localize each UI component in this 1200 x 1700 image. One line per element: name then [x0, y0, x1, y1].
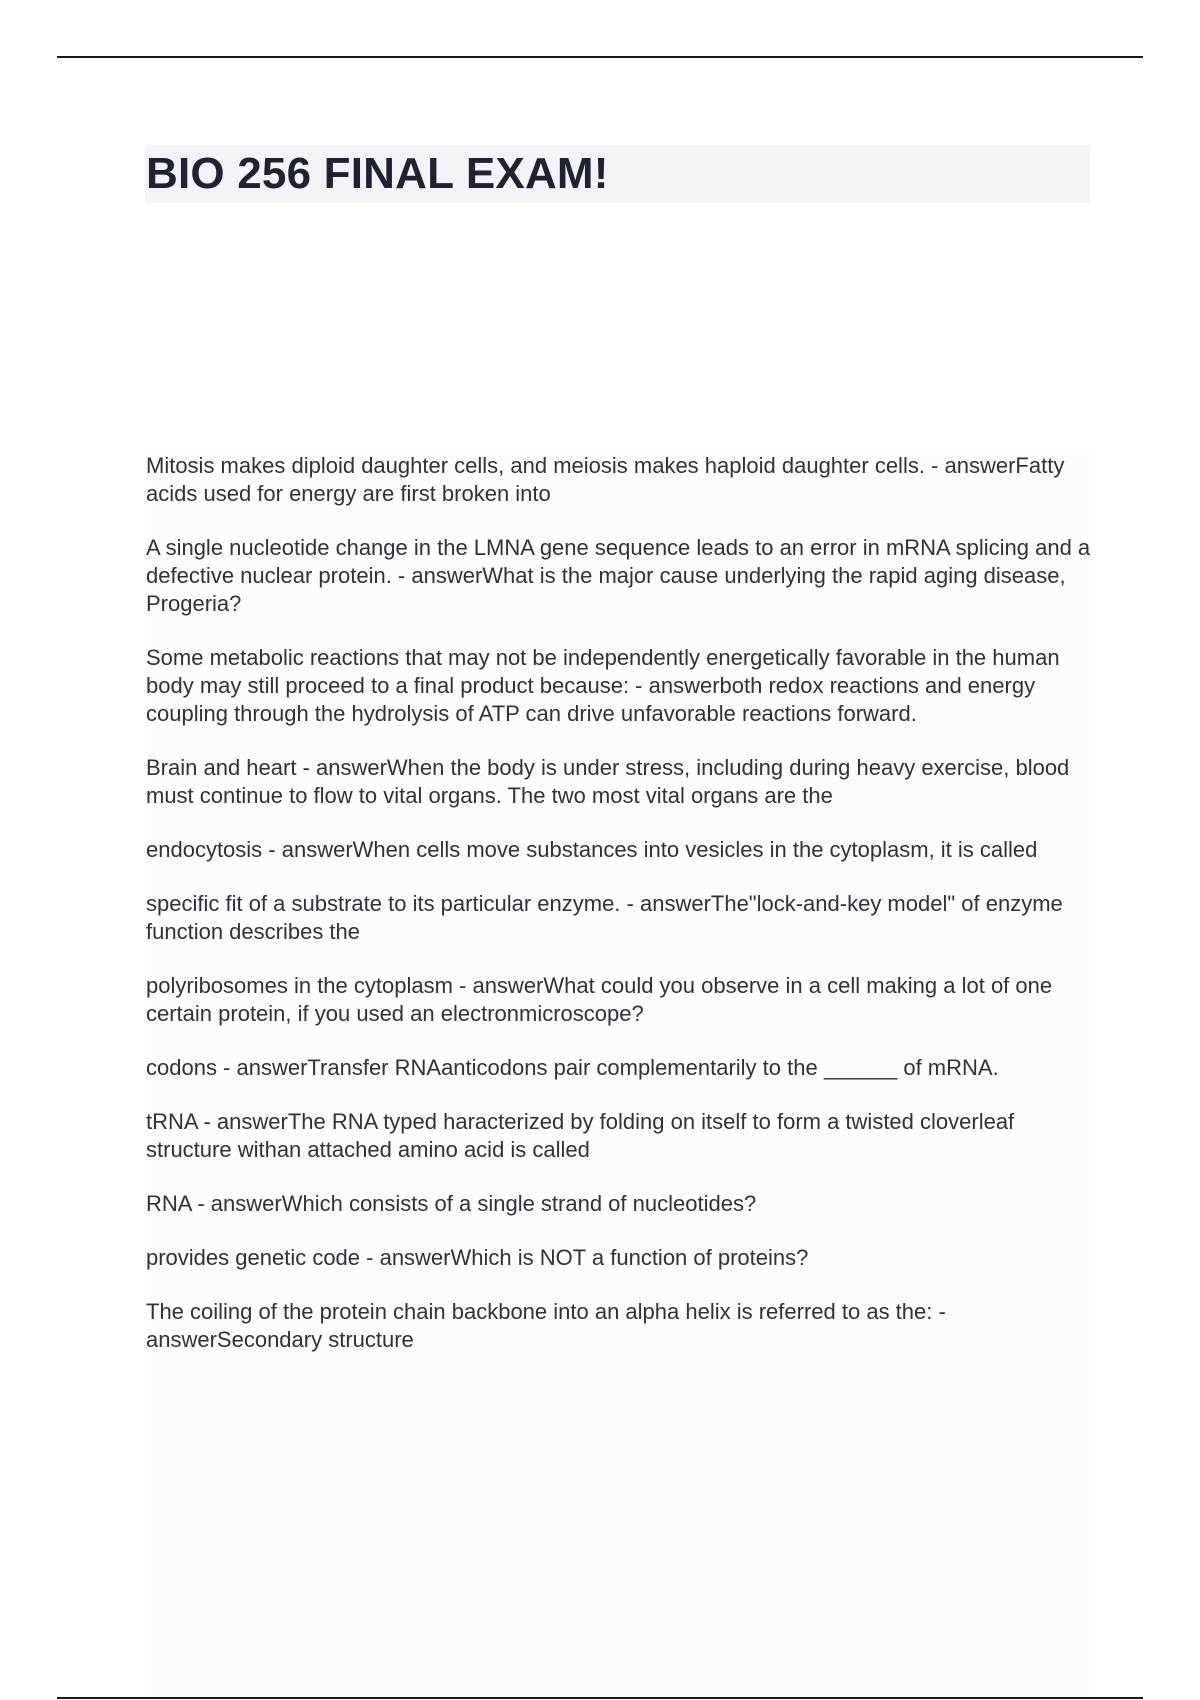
qa-item: RNA - answerWhich consists of a single strand of nucleotides? [146, 1191, 757, 1216]
qa-item: Some metabolic reactions that may not be independently energetically favorable in the human body may still proceed to a final product because: - answerboth redox reactions and energy coupling through the hydrolysis of ATP can drive unfavorable reactions forward. [146, 645, 1060, 726]
qa-item: provides genetic code - answerWhich is NOT a function of proteins? [146, 1245, 809, 1270]
qa-item: Mitosis makes diploid daughter cells, and meiosis makes haploid daughter cells. - answerFatty acids used for energy are first broken into [146, 453, 1065, 506]
qa-item: codons - answerTransfer RNAanticodons pair complementarily to the ______ of mRNA. [146, 1055, 999, 1080]
bottom-rule [57, 1697, 1143, 1699]
qa-item: Brain and heart - answerWhen the body is under stress, including during heavy exercise, blood must continue to flow to vital organs. The two most vital organs are the [146, 755, 1070, 808]
qa-item: A single nucleotide change in the LMNA gene sequence leads to an error in mRNA splicing and a defective nuclear protein. - answerWhat is the major cause underlying the rapid aging disease, Progeria? [146, 535, 1091, 616]
top-rule [57, 56, 1143, 58]
qa-item: specific fit of a substrate to its particular enzyme. - answerThe"lock-and-key model" of enzyme function describes the [146, 891, 1063, 944]
qa-item: endocytosis - answerWhen cells move substances into vesicles in the cytoplasm, it is called [146, 837, 1038, 862]
question-answer-list [146, 452, 1091, 1354]
qa-item: tRNA - answerThe RNA typed haracterized by folding on itself to form a twisted cloverleaf structure withan attached amino acid is called [146, 1109, 1015, 1162]
qa-item: polyribosomes in the cytoplasm - answerWhat could you observe in a cell making a lot of one certain protein, if you used an electronmicroscope? [146, 973, 1053, 1026]
page-title: BIO 256 FINAL EXAM! [146, 149, 609, 198]
qa-item: The coiling of the protein chain backbone into an alpha helix is referred to as the: - answerSecondary structure [146, 1299, 946, 1352]
